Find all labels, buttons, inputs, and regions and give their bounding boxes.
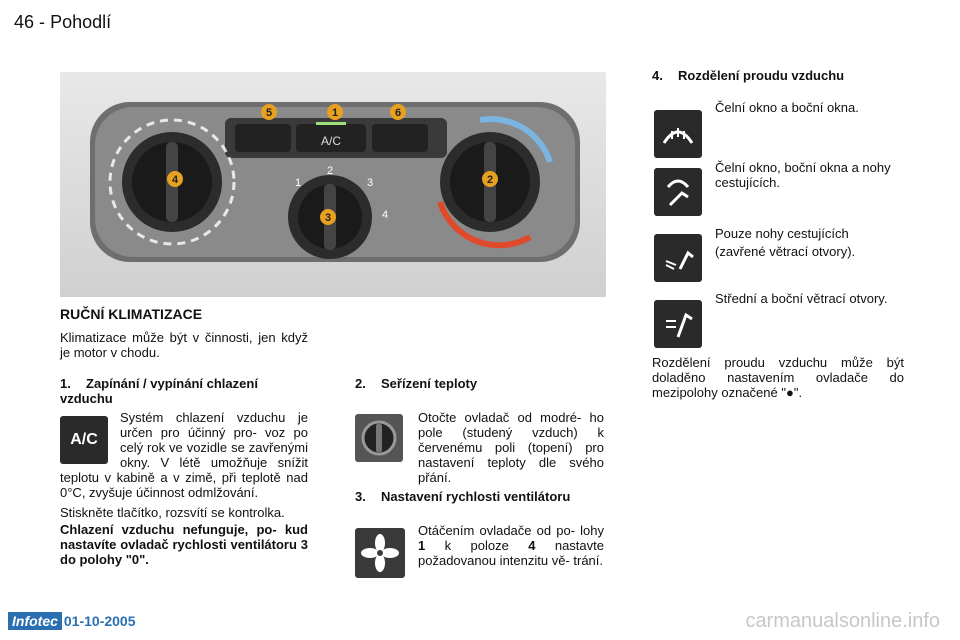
ac-button-label: A/C: [320, 134, 342, 148]
fan-label-1: 1: [294, 177, 302, 189]
fan-label-3: 3: [366, 177, 374, 189]
callout-5: 5: [265, 107, 273, 119]
item1-heading: 1. Zapínání / vypínání chlazení vzduchu: [60, 376, 258, 406]
footer: [8, 612, 136, 630]
item1-text: Systém chlazení vzduchu je určen pro účinný pro- voz po celý rok ve vozidle se zavřenými okny. V létě umožňuje snížit teplotu v kabině a v zimě, při teplotě nad 0°C, zvyšuje účinnost odmlžování.: [60, 410, 308, 500]
fan-label-4: 4: [381, 209, 389, 221]
item3-heading: 3. Nastavení rychlosti ventilátoru: [355, 489, 571, 504]
callout-4: 4: [171, 174, 179, 186]
dist-option-3b: (zavřené větrací otvory).: [715, 244, 856, 259]
feet-only-icon: [654, 234, 702, 282]
section-intro: Klimatizace může být v činnosti, jen když je motor v chodu.: [60, 330, 308, 360]
callout-6: 6: [394, 107, 402, 119]
temperature-dial-icon: [355, 414, 403, 462]
callout-3: 3: [324, 212, 332, 224]
infotec-logo: Infotec: [8, 612, 62, 630]
ac-icon: A/C: [60, 416, 108, 464]
dist-option-1: Čelní okno a boční okna.: [715, 100, 859, 115]
dist-note: Rozdělení proudu vzduchu může být doladěno nastavením ovladače do mezipolohy označené "●".: [652, 355, 904, 400]
item1-press: Stiskněte tlačítko, rozsvítí se kontrolka.: [60, 505, 285, 520]
page-header: 46 - Pohodlí: [14, 12, 112, 32]
item2-text: Otočte ovladač od modré- ho pole (studený vzduch) k červenému poli (topení) pro nastavení teploty dle svého přání.: [418, 410, 604, 485]
fan-label-2: 2: [326, 165, 334, 177]
face-vents-icon: [654, 300, 702, 348]
dist-option-3a: Pouze nohy cestujících: [715, 226, 849, 241]
callout-1: 1: [331, 107, 339, 119]
callout-2: 2: [486, 174, 494, 186]
chapter-title: Pohodlí: [50, 12, 112, 32]
item4-heading: 4. Rozdělení proudu vzduchu: [652, 68, 845, 83]
watermark: carmanualsonline.info: [745, 610, 940, 632]
control-panel-photo: [60, 72, 606, 297]
item3-text: Otáčením ovladače od po- lohy 1 k poloze 4 nastavte požadovanou intenzitu vě- trání.: [418, 523, 604, 568]
dist-option-4: Střední a boční větrací otvory.: [715, 291, 888, 306]
item2-heading: 2. Seřízení teploty: [355, 376, 478, 391]
section-title: RUČNÍ KLIMATIZACE: [60, 306, 203, 322]
item1-warning: Chlazení vzduchu nefunguje, po- kud nastavíte ovladač rychlosti ventilátoru 3 do polohy "0".: [60, 522, 308, 567]
footer-date: 01-10-2005: [63, 613, 136, 629]
windscreen-feet-icon: [654, 168, 702, 216]
dist-option-2: Čelní okno, boční okna a nohy cestujících.: [715, 160, 891, 190]
windscreen-demist-icon: [654, 110, 702, 158]
fan-icon: [355, 528, 405, 578]
page-number: 46: [14, 12, 35, 32]
